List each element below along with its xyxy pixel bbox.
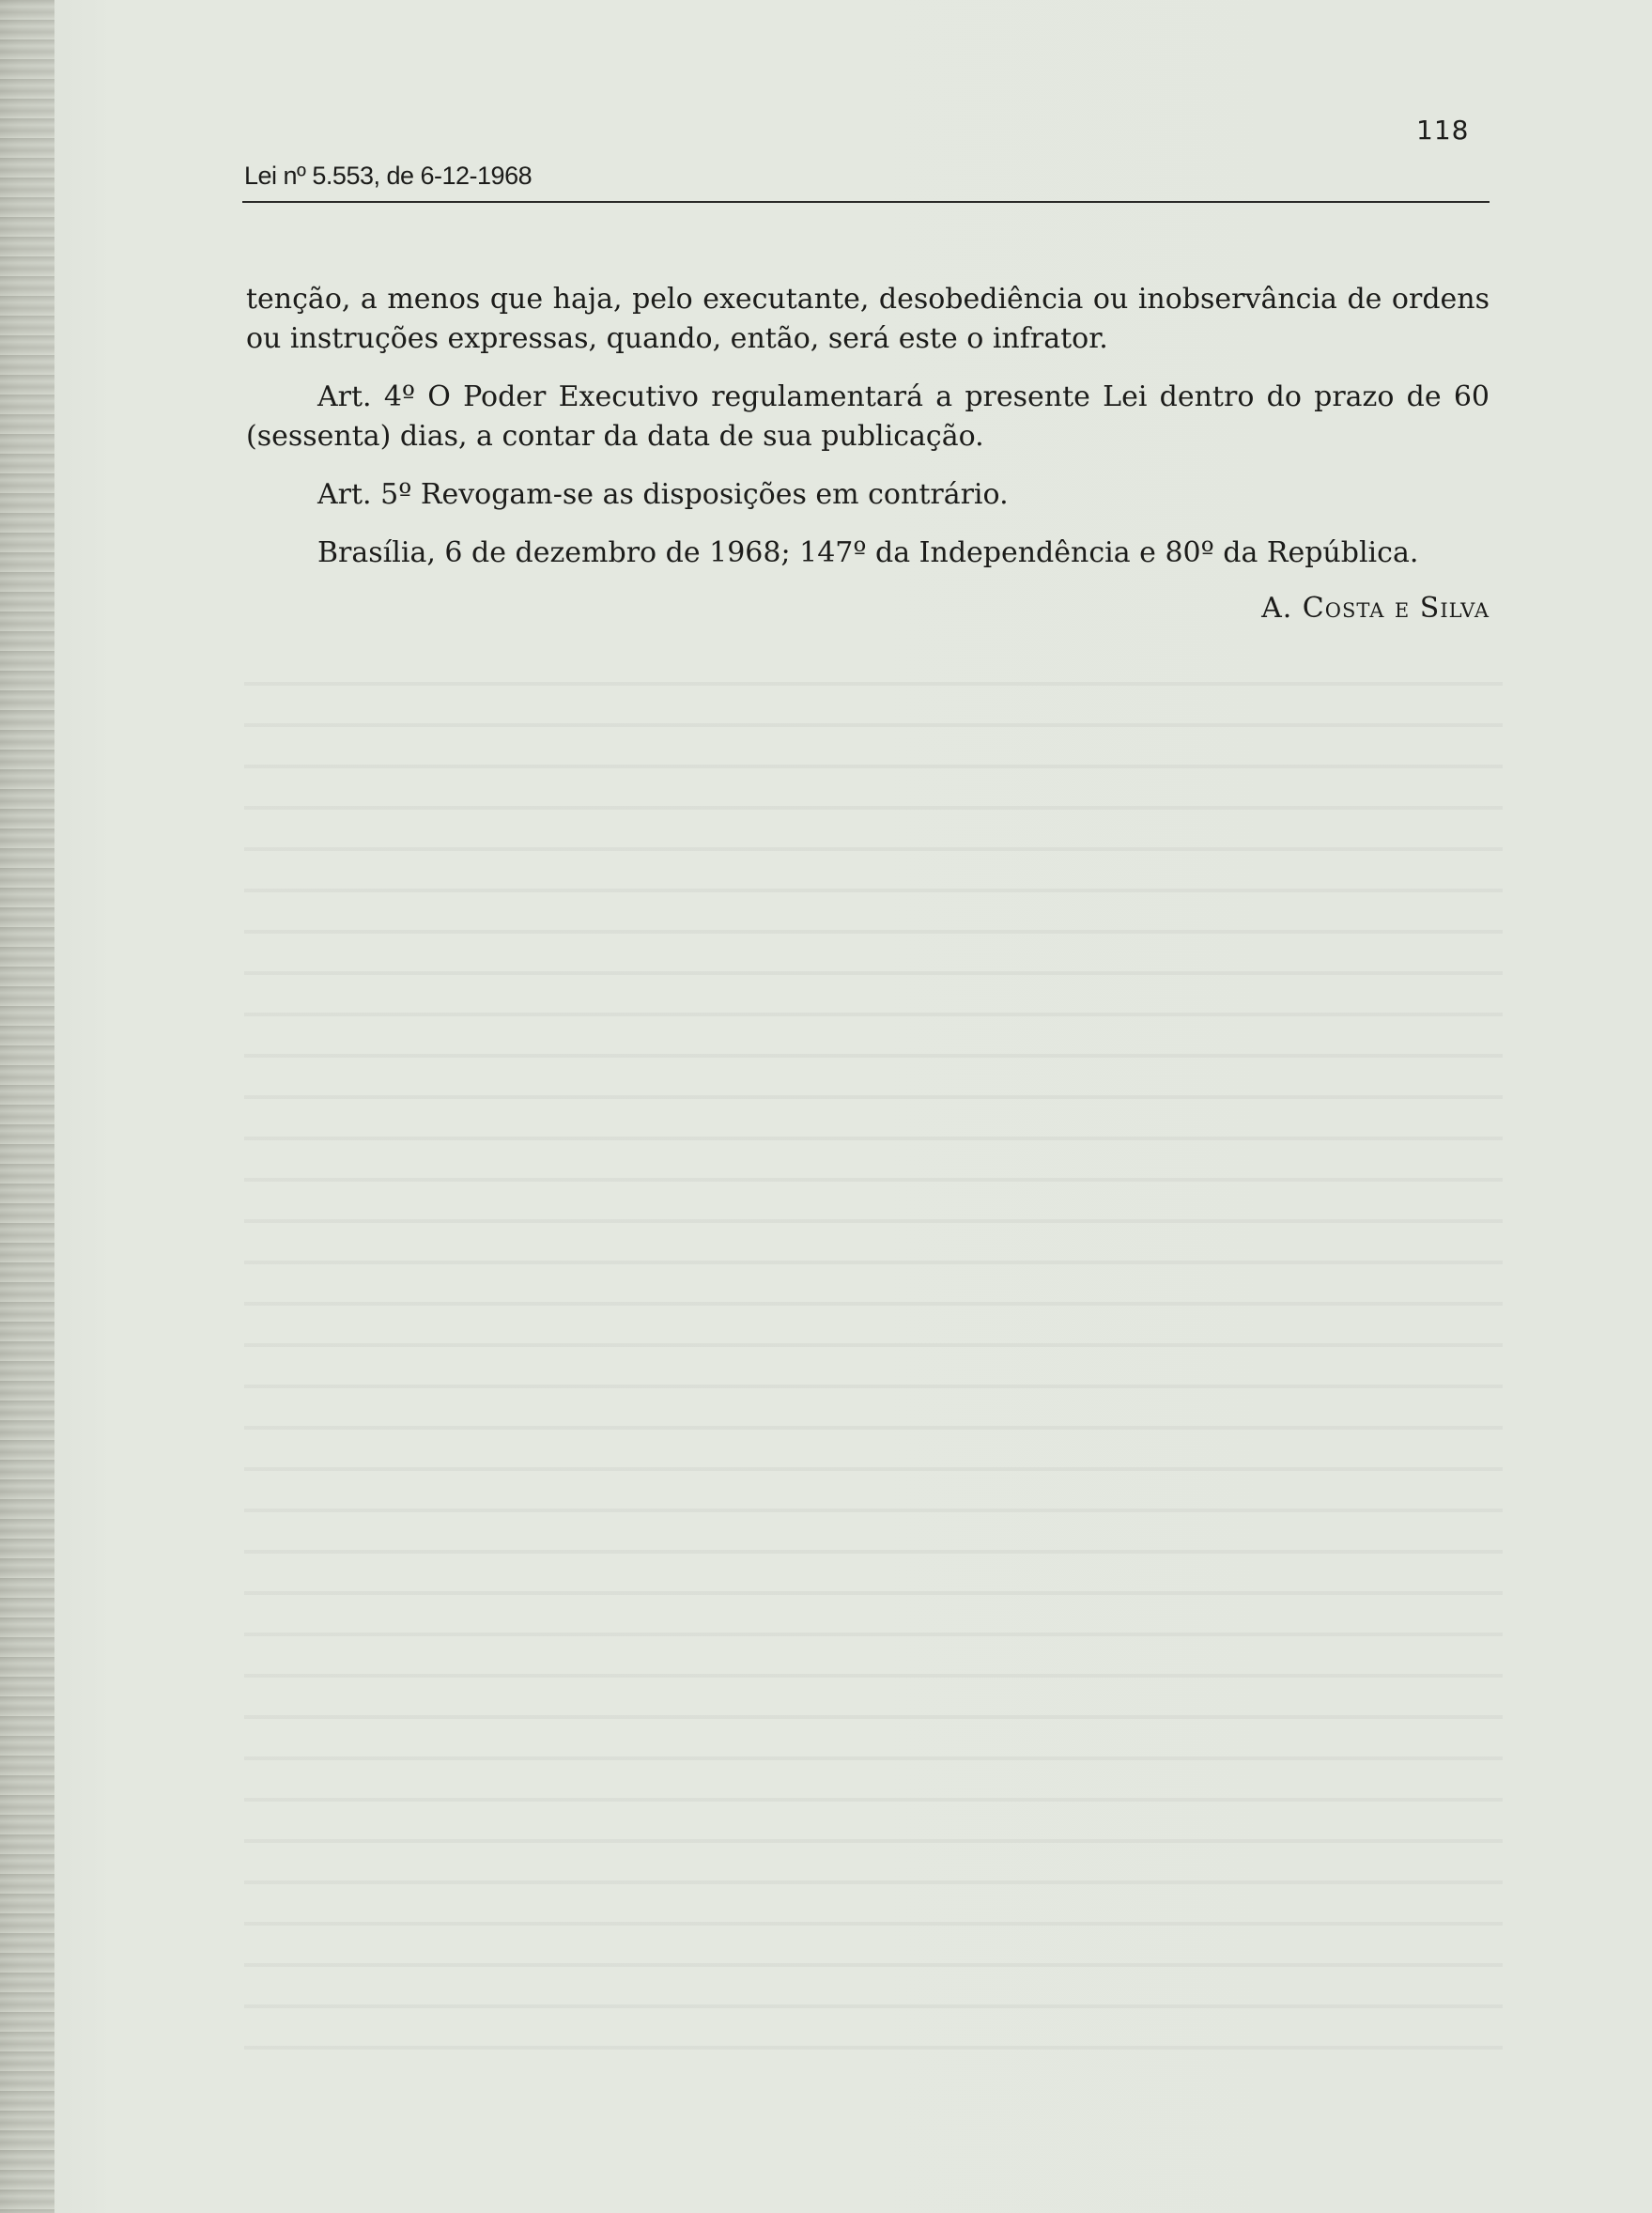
paragraph-article-5: Art. 5º Revogam-se as disposições em contrário.	[317, 478, 1009, 511]
signature: A. Costa e Silva	[1261, 592, 1490, 625]
header-rule	[242, 201, 1490, 203]
page-binding-edge	[0, 0, 54, 2213]
running-head: Lei nº 5.553, de 6-12-1968	[244, 162, 533, 190]
paragraph-date-line: Brasília, 6 de dezembro de 1968; 147º da Independência e 80º da República.	[317, 536, 1419, 569]
page-number: 118	[1416, 115, 1470, 146]
show-through-text	[244, 658, 1503, 2066]
paragraph-article-4: Art. 4º O Poder Executivo regulamentará a presente Lei dentro do prazo de 60 (sessenta) dias, a contar da data de sua publicação.	[246, 380, 1490, 453]
body-text	[246, 280, 1490, 573]
paragraph-continuation: tenção, a menos que haja, pelo executante, desobediência ou inobservância de ordens ou instruções expressas, quando, então, será este o infrator.	[246, 283, 1490, 355]
